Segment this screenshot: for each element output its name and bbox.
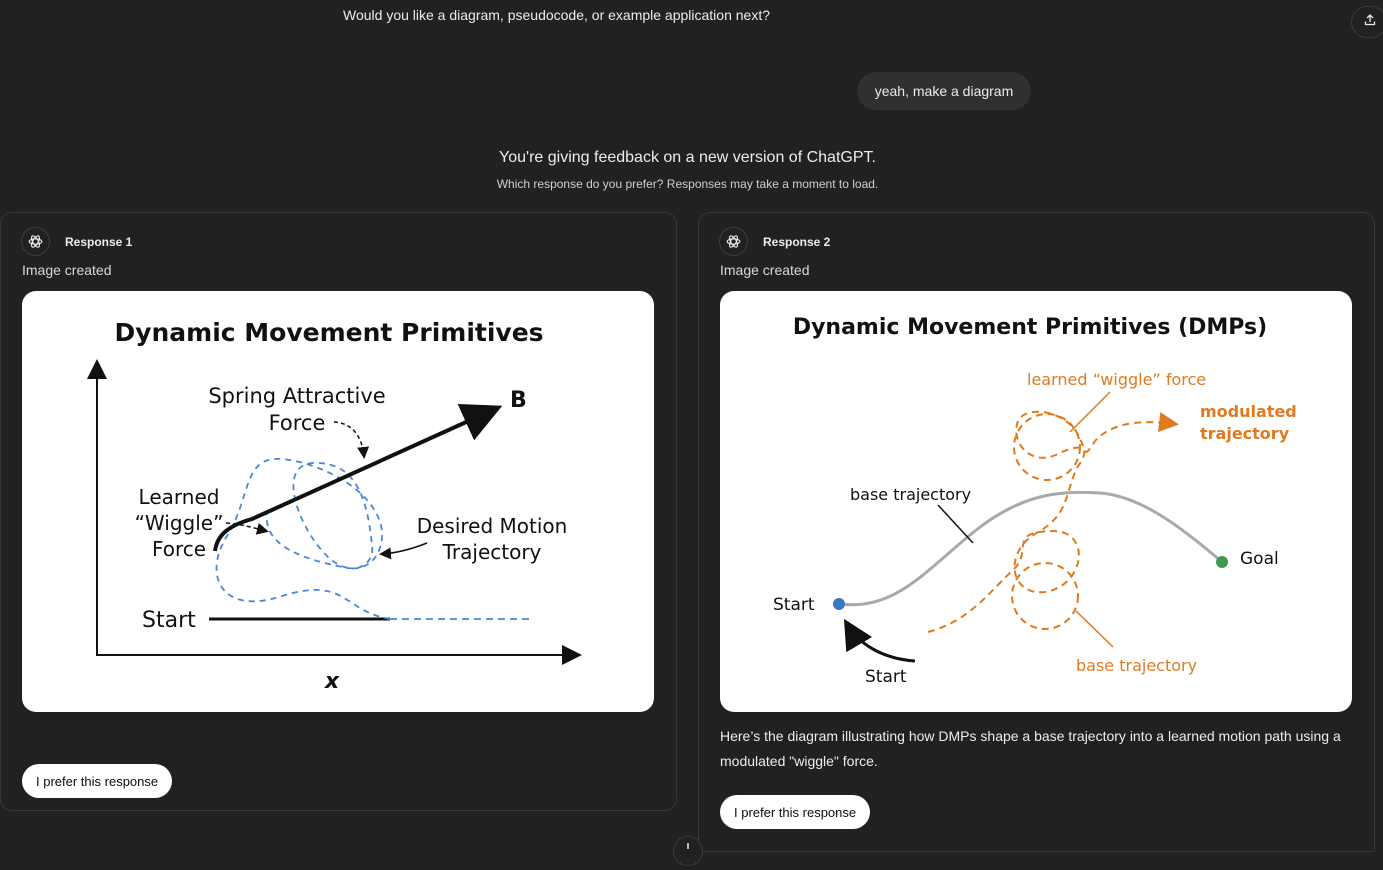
spring-pointer: [334, 422, 364, 456]
image-created-status: Image created: [22, 262, 112, 278]
prefer-response-2-button[interactable]: I prefer this response: [720, 795, 870, 829]
start-label: Start: [142, 608, 196, 633]
base-top-pointer: [938, 505, 973, 543]
response-1-header: [21, 227, 132, 256]
modulated-trajectory-curve: [928, 412, 1175, 632]
spring-force-label-line1: Spring Attractive: [208, 384, 386, 408]
share-icon: [1364, 13, 1376, 31]
desired-motion-trajectory: [216, 459, 390, 619]
base-trajectory-label-top: base trajectory: [850, 485, 972, 504]
learned-force-label-line1: Learned: [138, 485, 220, 509]
goal-label: Goal: [1240, 549, 1279, 569]
response-1-diagram[interactable]: [22, 291, 654, 712]
diagram-title: Dynamic Movement Primitives: [114, 318, 544, 347]
base-trajectory-label-bottom: base trajectory: [1076, 656, 1198, 675]
response-1-label: Response 1: [65, 234, 133, 249]
start-dot: [833, 598, 845, 610]
modulated-trajectory-label-line1: modulated: [1200, 402, 1297, 421]
wiggle-loop-bottom: [1012, 563, 1078, 629]
share-button[interactable]: [1351, 6, 1383, 38]
response-2-label: Response 2: [763, 234, 831, 249]
desired-pointer: [382, 543, 427, 554]
feedback-title: You're giving feedback on a new version of ChatGPT.: [499, 149, 876, 166]
goal-dot: [1216, 556, 1228, 568]
base-trajectory-curve: [840, 492, 1222, 604]
wiggle-loop-top: [1014, 414, 1080, 480]
learned-force-label: learned “wiggle” force: [1027, 370, 1207, 389]
start-label-bottom: Start: [865, 667, 907, 687]
spring-force-label-line2: Force: [268, 411, 326, 435]
learned-force-pointer: [1070, 392, 1110, 432]
feedback-subtitle: Which response do you prefer? Responses may take a moment to load.: [496, 177, 879, 191]
arrow-down-icon: [674, 852, 702, 869]
chatgpt-logo-icon: [21, 227, 50, 256]
response-2-panel: [698, 212, 1375, 852]
desired-trajectory-label-line1: Desired Motion: [416, 514, 568, 538]
user-message-bubble: yeah, make a diagram: [857, 72, 1031, 110]
start-arrow: [847, 624, 915, 661]
learned-force-label-line3: Force: [151, 537, 207, 561]
diagram-title: Dynamic Movement Primitives (DMPs): [792, 315, 1268, 340]
base-bottom-pointer: [1076, 611, 1113, 647]
x-axis-label: x: [324, 669, 340, 694]
response-2-text: Here’s the diagram illustrating how DMPs shape a base trajectory into a learned motion path using a modulated "wiggle" force.: [720, 728, 1341, 769]
goal-b-label: B: [510, 388, 527, 413]
response-2-diagram[interactable]: [720, 291, 1352, 712]
start-label-left: Start: [773, 595, 815, 615]
image-created-status: Image created: [720, 262, 810, 278]
response-1-panel: [0, 212, 677, 811]
prefer-response-1-button[interactable]: I prefer this response: [22, 764, 172, 798]
chatgpt-logo-icon: [719, 227, 748, 256]
scroll-down-button[interactable]: [673, 836, 703, 866]
desired-trajectory-label-line2: Trajectory: [442, 540, 542, 564]
modulated-trajectory-label-line2: trajectory: [1200, 424, 1290, 443]
response-2-header: [719, 227, 830, 256]
previous-assistant-message: Would you like a diagram, pseudocode, or example application next?: [343, 7, 770, 23]
learned-force-label-line2: “Wiggle”: [134, 511, 224, 535]
